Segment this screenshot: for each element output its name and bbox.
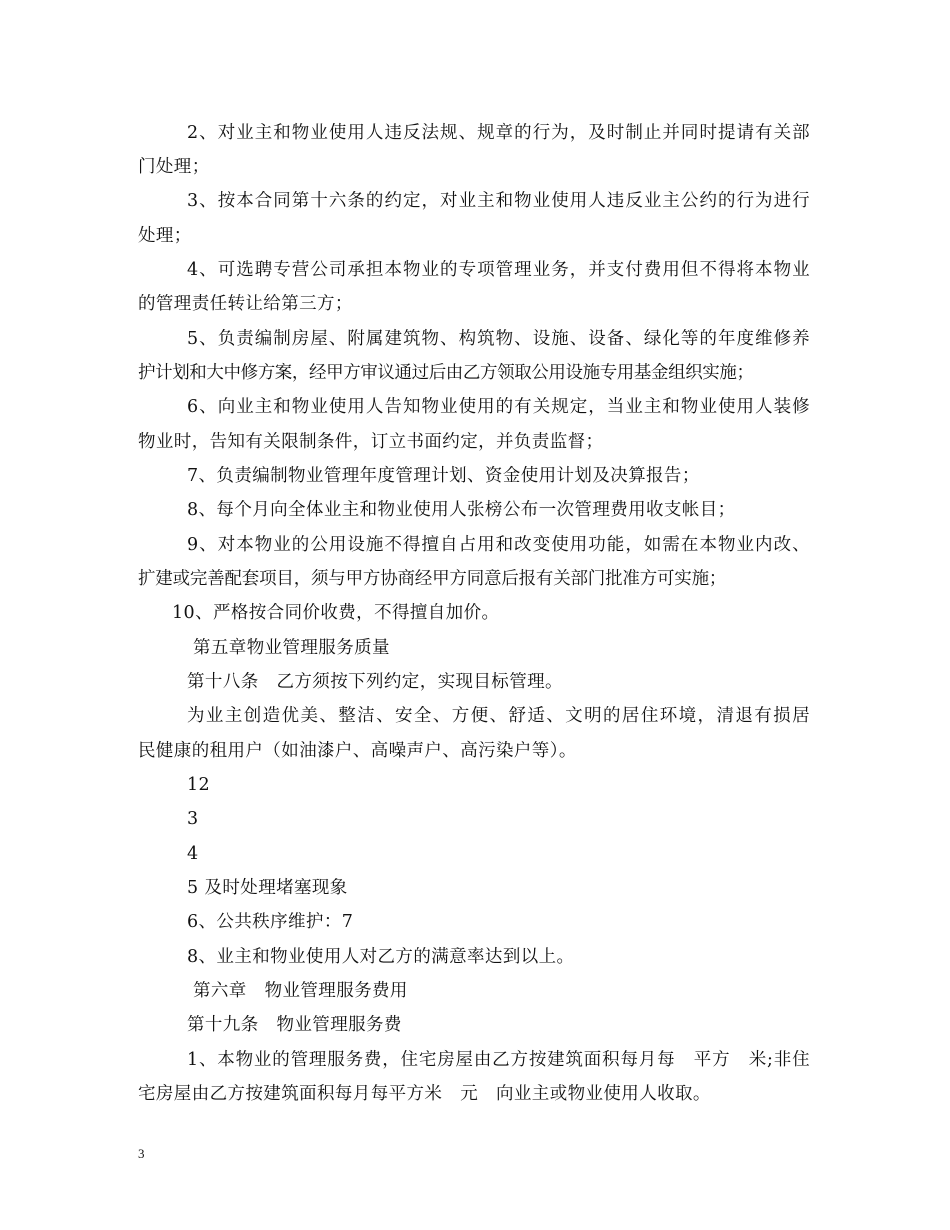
paragraph-line: 5 及时处理堵塞现象	[187, 878, 348, 898]
paragraph-line: 处理；	[138, 226, 192, 246]
paragraph-line: 6、公共秩序维护：7	[187, 912, 354, 932]
paragraph-line: 8、业主和物业使用人对乙方的满意率达到以上。	[187, 947, 575, 967]
chapter-heading: 第五章物业管理服务质量	[193, 638, 390, 658]
paragraph-line: 5、负责编制房屋、附属建筑物、构筑物、设施、设备、绿化等的年度维修养	[187, 329, 810, 349]
paragraph-line: 3、按本合同第十六条的约定，对业主和物业使用人违反业主公约的行为进行	[187, 191, 810, 211]
paragraph-line: 6、向业主和物业使用人告知物业使用的有关规定，当业主和物业使用人装修	[187, 397, 810, 417]
paragraph-line: 门处理；	[138, 157, 210, 177]
paragraph-line: 4	[187, 844, 199, 864]
paragraph-line: 9、对本物业的公用设施不得擅自占用和改变使用功能，如需在本物业内改、	[187, 535, 810, 555]
paragraph-line: 宅房屋由乙方按建筑面积每月每平方米 元 向业主或物业使用人收取。	[138, 1084, 711, 1104]
paragraph-line: 12	[187, 775, 211, 795]
paragraph-line: 护计划和大中修方案，经甲方审议通过后由乙方领取公用设施专用基金组织实施；	[138, 363, 754, 383]
paragraph-line: 的管理责任转让给第三方；	[138, 294, 353, 314]
paragraph-line: 3	[187, 809, 199, 829]
chapter-heading: 第六章 物业管理服务费用	[193, 981, 408, 1001]
paragraph-line: 7、负责编制物业管理年度管理计划、资金使用计划及决算报告；	[187, 466, 700, 486]
paragraph-line: 4、可选聘专营公司承担本物业的专项管理业务，并支付费用但不得将本物业	[187, 260, 810, 280]
paragraph-line: 8、每个月向全体业主和物业使用人张榜公布一次管理费用收支帐目；	[187, 500, 736, 520]
paragraph-line: 10、严格按合同价收费，不得擅自加价。	[172, 603, 500, 623]
article-heading: 第十八条 乙方须按下列约定，实现目标管理。	[187, 672, 563, 692]
paragraph-line: 1、本物业的管理服务费，住宅房屋由乙方按建筑面积每月每 平方 米;非住	[187, 1050, 810, 1070]
paragraph-line: 2、对业主和物业使用人违反法规、规章的行为，及时制止并同时提请有关部	[187, 123, 810, 143]
page-number: 3	[138, 1146, 145, 1161]
paragraph-line: 为业主创造优美、整洁、安全、方便、舒适、文明的居住环境，清退有损居	[187, 706, 810, 726]
paragraph-line: 扩建或完善配套项目，须与甲方协商经甲方同意后报有关部门批准方可实施；	[138, 569, 727, 589]
article-heading: 第十九条 物业管理服务费	[187, 1015, 402, 1035]
paragraph-line: 民健康的租用户（如油漆户、高噪声户、高污染户等）。	[138, 741, 577, 761]
paragraph-line: 物业时，告知有关限制条件，订立书面约定，并负责监督；	[138, 432, 604, 452]
